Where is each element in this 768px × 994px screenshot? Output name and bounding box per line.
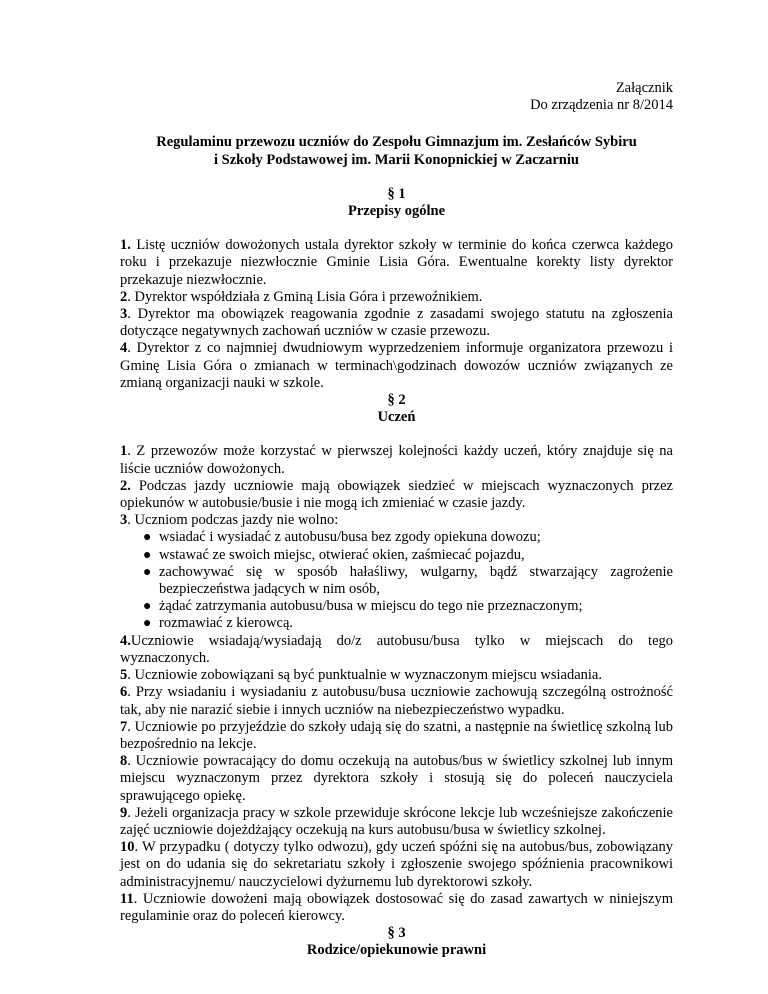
list-item	[120, 547, 673, 564]
section-2-item-6	[120, 684, 673, 718]
item-text: . Uczniowie po przyjeździe do szkoły udają się do szatni, a następnie na świetlicę szkolną lub bezpośrednio na lekcje.	[120, 718, 673, 752]
bullet-icon: ●	[143, 599, 152, 615]
list-item-text: rozmawiać z kierowcą.	[159, 615, 294, 632]
section-1-heading: Przepisy ogólne	[347, 203, 446, 220]
section-1-item-3	[120, 306, 673, 340]
item-text: . W przypadku ( dotyczy tylko odwozu), gdy uczeń spóźni się na autobus/bus, zobowiązany jest on do udania się do sekretariatu szkoły i zgłoszenie swojego spóźnienia pracownikowi administracyjnemu/ nauczycielowi dyżurnemu lub dyrektorowi szkoły.	[120, 839, 673, 890]
item-text: . Dyrektor ma obowiązek reagowania zgodnie z zasadami swojego statutu na zgłoszenia dotyczące negatywnych zachowań uczniów w czasie przewozu.	[120, 306, 673, 340]
item-text: Podczas jazdy uczniowie mają obowiązek siedzieć w miejscach wyznaczonych przez opiekunów w autobusie/busie i nie mogą ich zmieniać w czasie jazdy.	[120, 477, 673, 512]
section-2	[120, 392, 673, 925]
section-1-item-2	[120, 289, 673, 306]
section-2-item-8	[120, 753, 673, 805]
section-1-item-4	[120, 340, 673, 392]
section-2-item-1	[120, 443, 673, 477]
list-item	[120, 598, 673, 615]
prohibitions-list	[120, 529, 673, 632]
section-2-item-2	[120, 478, 673, 512]
item-number: 4.	[120, 632, 131, 649]
item-text: . Uczniowie powracający do domu oczekują na autobus/bus w świetlicy szkolnej lub innym miejscu wyznaczonym przez dyrektora szkoły i stosują się do poleceń nauczyciela sprawującego opiekę.	[120, 753, 673, 804]
list-item-text: zachowywać się w sposób hałaśliwy, wulgarny, bądź stwarzający zagrożenie bezpieczeństwa jadących w nim osób,	[159, 563, 673, 598]
section-2-item-5	[120, 667, 673, 684]
document-title	[120, 134, 673, 168]
item-text: . Z przewozów może korzystać w pierwszej kolejności każdy uczeń, który znajduje się na liście uczniów dowożonych.	[120, 443, 673, 477]
item-number: 3	[120, 306, 128, 323]
item-number: 1	[120, 443, 128, 460]
section-2-heading: Uczeń	[377, 409, 416, 426]
list-item-text: wsiadać i wysiadać z autobusu/busa bez zgody opiekuna dowozu;	[159, 529, 541, 546]
item-text: Listę uczniów dowożonych ustala dyrektor szkoły w terminie do końca czerwca każdego roku i przekazuje niezwłocznie Gminie Lisia Góra. Ewentualne korekty listy dyrektor przekazuje niezwłocznie.	[120, 237, 673, 288]
section-1-symbol: § 1	[387, 185, 406, 202]
item-text: Uczniowie wsiadają/wysiadają do/z autobusu/busa tylko w miejscach do tego wyznaczonych.	[120, 632, 673, 666]
item-text: . Uczniowie zobowiązani są być punktualnie w wyznaczonym miejscu wsiadania.	[127, 667, 602, 684]
bullet-icon: ●	[143, 564, 152, 580]
attachment-label: Załącznik	[615, 80, 673, 96]
attachment-header	[120, 80, 673, 114]
item-text: . Uczniowie dowożeni mają obowiązek dostosować się do zasad zawartych w niniejszym regulaminie oraz do poleceń kierowcy.	[120, 890, 673, 924]
item-text: . Uczniom podczas jazdy nie wolno:	[127, 512, 339, 529]
item-text: . Jeżeli organizacja pracy w szkole przewiduje skrócone lekcje lub wcześniejsze zakończenie zajęć uczniowie dojeżdżający oczekują na kurs autobusu/busa w świetlicy szkolnej.	[120, 804, 673, 838]
item-number: 4	[120, 340, 128, 357]
item-text: . Dyrektor współdziała z Gminą Lisia Góra i przewoźnikiem.	[127, 288, 483, 305]
list-item	[120, 529, 673, 546]
item-number: 6	[120, 684, 128, 701]
section-2-item-7	[120, 719, 673, 753]
list-item-text: żądać zatrzymania autobusu/busa w miejscu do tego nie przeznaczonym;	[159, 598, 583, 615]
section-2-item-9	[120, 805, 673, 839]
document-title-line-1: Regulaminu przewozu uczniów do Zespołu Gimnazjum im. Zesłańców Sybiru	[156, 134, 637, 151]
bullet-icon: ●	[143, 547, 152, 563]
section-1-item-1	[120, 237, 673, 289]
attachment-reference: Do zrządzenia nr 8/2014	[530, 97, 673, 114]
section-2-item-11	[120, 891, 673, 925]
section-3	[120, 925, 673, 959]
section-2-item-4	[120, 633, 673, 667]
item-number: 8	[120, 753, 128, 770]
section-2-symbol: § 2	[387, 392, 406, 409]
item-number: 9	[120, 804, 128, 821]
section-2-content	[120, 443, 673, 925]
item-text: . Dyrektor z co najmniej dwudniowym wyprzedzeniem informuje organizatora przewozu i Gminę Lisia Góra o zmianach w terminach\godzinach dowozów uczniów związanych ze zmianą organizacji nauki w szkole.	[120, 340, 673, 391]
item-number: 11	[120, 890, 134, 907]
list-item-text: wstawać ze swoich miejsc, otwierać okien, zaśmiecać pojazdu,	[159, 546, 525, 563]
section-1	[120, 186, 673, 392]
section-3-heading: Rodzice/opiekunowie prawni	[306, 942, 487, 959]
section-2-item-3	[120, 512, 673, 529]
bullet-icon: ●	[143, 530, 152, 546]
section-1-content	[120, 237, 673, 392]
item-number: 7	[120, 718, 128, 735]
bullet-icon: ●	[143, 616, 152, 632]
item-number: 10	[120, 839, 135, 856]
item-number: 5	[120, 667, 128, 684]
item-number: 1.	[120, 237, 131, 254]
document-title-line-2: i Szkoły Podstawowej im. Marii Konopnickiej w Zaczarniu	[214, 151, 579, 168]
section-3-symbol: § 3	[387, 925, 406, 942]
section-2-item-10	[120, 839, 673, 891]
list-item	[120, 615, 673, 632]
document-page	[120, 80, 673, 960]
item-number: 3	[120, 512, 128, 529]
list-item	[120, 564, 673, 598]
item-number: 2.	[120, 477, 131, 494]
item-number: 2	[120, 288, 128, 305]
item-text: . Przy wsiadaniu i wysiadaniu z autobusu/busa uczniowie zachowują szczególną ostrożność tak, aby nie narazić siebie i innych uczniów na niebezpieczeństwo wypadku.	[120, 684, 673, 718]
